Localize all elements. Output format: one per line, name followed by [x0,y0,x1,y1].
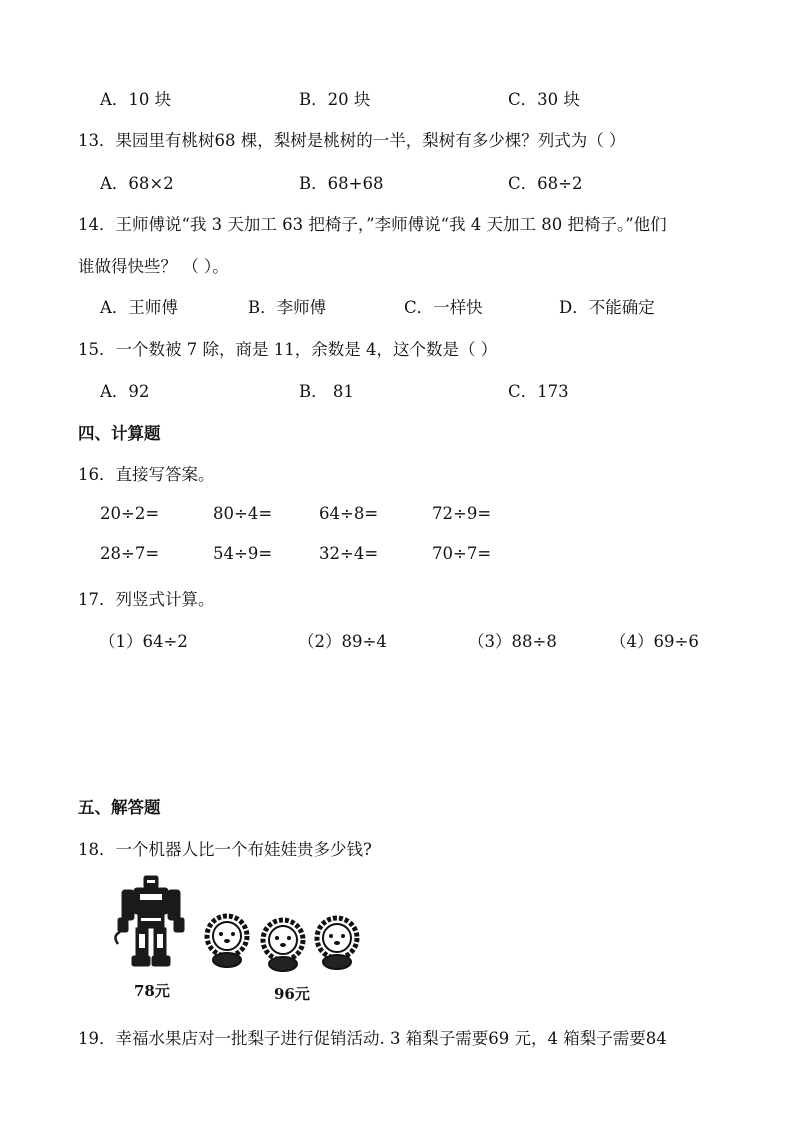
robot-price-label: 78元 [134,982,170,1000]
q18-stem: 18．一个机器人比一个布娃娃贵多少钱? [78,840,372,859]
q17-stem: 17．列竖式计算。 [78,590,215,609]
q13-option-a: A．68×2 [100,174,174,193]
q16-item: 32÷4= [319,544,379,563]
q16-item: 72÷9= [432,504,492,523]
q15-option-a: A．92 [100,382,150,401]
q16-item: 70÷7= [432,544,492,563]
q16-item: 80÷4= [213,504,273,523]
doll-icon [259,918,307,972]
q14-option-a: A．王师傅 [100,298,178,317]
q14-stem-line2: 谁做得快些？ （ ）。 [78,257,229,276]
q17-item: （2）89÷4 [298,632,387,651]
q15-stem: 15．一个数被 7 除，商是 11，余数是 4，这个数是（ ） [78,340,498,359]
q12-option-b: B．20 块 [299,90,371,109]
q12-option-a: A．10 块 [100,90,172,109]
q13-option-b: B．68+68 [299,174,384,193]
q17-item: （4）69÷6 [610,632,699,651]
q19-stem: 19．幸福水果店对一批梨子进行促销活动. 3 箱梨子需要69 元，4 箱梨子需要84 [78,1029,667,1048]
q16-item: 54÷9= [213,544,273,563]
q16-stem: 16．直接写答案。 [78,465,215,484]
dolls-price-label: 96元 [274,985,310,1003]
doll-icon [313,916,361,970]
section-4-title: 四、计算题 [78,424,161,443]
section-5-title: 五、解答题 [78,798,161,817]
q12-option-c: C．30 块 [508,90,580,109]
robot-icon [112,874,190,970]
q16-item: 64÷8= [319,504,379,523]
q14-stem-line1: 14．王师傅说“我 3 天加工 63 把椅子，”李师傅说“我 4 天加工 80 把椅子。”他们 [78,215,667,234]
q16-item: 20÷2= [100,504,160,523]
q14-option-b: B．李师傅 [248,298,327,317]
q13-option-c: C．68÷2 [508,174,583,193]
q16-item: 28÷7= [100,544,160,563]
q15-option-c: C．173 [508,382,569,401]
q17-item: （3）88÷8 [468,632,557,651]
q13-stem: 13．果园里有桃树68 棵，梨树是桃树的一半，梨树有多少棵？列式为（ ） [78,131,626,150]
q14-option-c: C．一样快 [404,298,483,317]
q17-item: （1）64÷2 [99,632,188,651]
q14-option-d: D．不能确定 [559,298,655,317]
q15-option-b: B． 81 [299,382,354,401]
doll-icon [203,914,251,968]
